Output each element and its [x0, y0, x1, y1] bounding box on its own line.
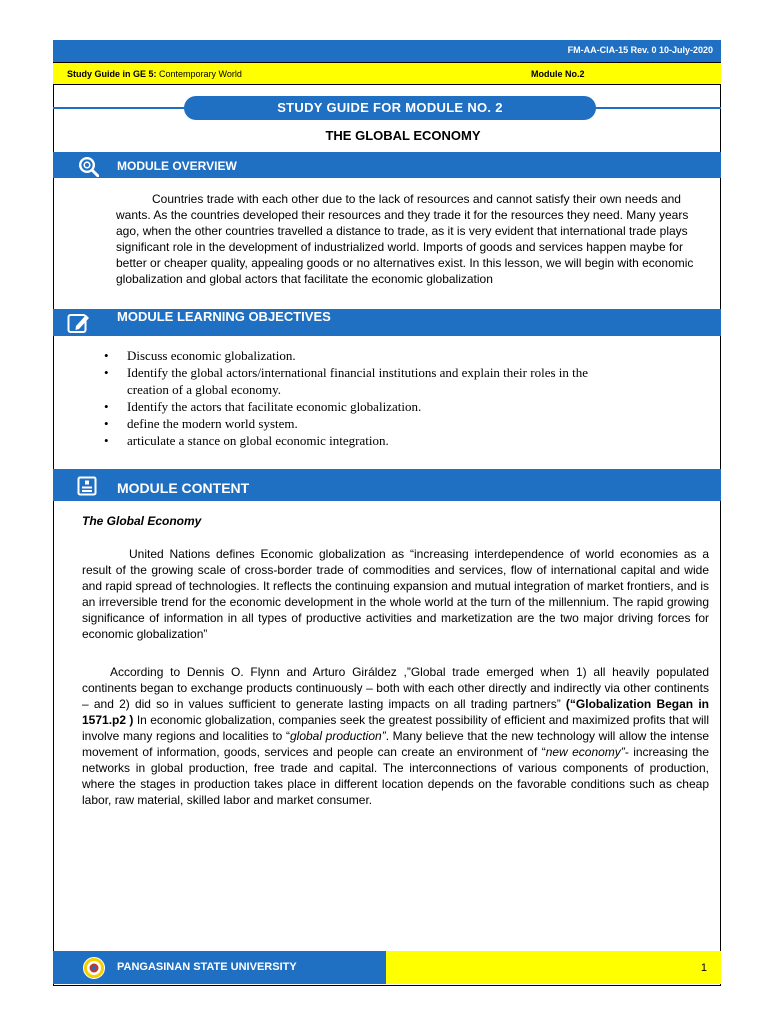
- module-title: THE GLOBAL ECONOMY: [325, 128, 481, 143]
- citation: (“Globalization Began in 1571.p2 ): [82, 697, 709, 727]
- objectives-heading: MODULE LEARNING OBJECTIVES: [117, 309, 331, 324]
- content-paragraph-2: [82, 664, 709, 808]
- content-heading: MODULE CONTENT: [117, 480, 250, 496]
- document-icon: [77, 476, 97, 496]
- university-name: PANGASINAN STATE UNIVERSITY: [117, 961, 297, 973]
- objective-item: • Identify the actors that facilitate economic globalization.: [104, 398, 624, 415]
- form-code: FM-AA-CIA-15 Rev. 0 10-July-2020: [567, 45, 713, 55]
- study-guide-label: Study Guide in GE 5:: [67, 69, 157, 79]
- page-number: 1: [700, 962, 707, 974]
- magnifier-icon: [77, 155, 99, 177]
- paragraph-2-part-3: . Many believe that the new technology will allow the intense movement of information, goods, services and people can create an environment of “: [82, 729, 710, 759]
- paragraph-2-part-2: In economic globalization, companies seek the greatest possibility of efficient and maximized profits that will involve many regions and localities to “: [82, 713, 709, 743]
- guide-title: STUDY GUIDE FOR MODULE NO. 2: [184, 96, 596, 120]
- content-header: [53, 469, 721, 501]
- course-name: Contemporary World: [159, 69, 242, 79]
- objectives-header: [53, 309, 721, 336]
- paragraph-2-part-4: - increasing the networks in global production, free trade and capital. The interconnections of various components of production, where the stages in production takes place in different location depends on the favorable conditions such as cheap labor, raw material, skilled labor and market consumer.: [82, 745, 709, 807]
- new-economy-term: new economy”: [545, 745, 625, 759]
- footer-university-bar: [53, 951, 386, 984]
- objective-item: • Discuss economic globalization.: [104, 347, 624, 364]
- course-info: [67, 69, 242, 79]
- objectives-list: [104, 347, 624, 449]
- module-number: Module No.2: [531, 69, 585, 79]
- paragraph-2-part-1: According to Dennis O. Flynn and Arturo Giráldez ,”Global trade emerged when 1) all heavily populated continents began to exchange products continuously – both with each other directly and indirectly via other continents – and 2) did so in values sufficient to generate lasting impacts on all trading partners”: [82, 665, 709, 711]
- university-seal-icon: [83, 957, 105, 979]
- objective-item: • define the modern world system.: [104, 415, 624, 432]
- global-production-term: global production”: [289, 729, 386, 743]
- content-subheading: The Global Economy: [82, 514, 202, 528]
- footer-page-bar: [386, 951, 721, 984]
- content-paragraph-1: United Nations defines Economic globalization as “increasing interdependence of world economies as a result of the growing scale of cross-border trade of commodities and services, flow of international capital and wide and rapid spread of technologies. It reflects the continuing expansion and mutual integration of market frontiers, and is an irreversible trend for the economic development in the whole world at the turn of the millennium. The rapid growing significance of information in all types of productive activities and marketization are the two major driving forces for economic globalization”: [82, 547, 709, 641]
- page-frame: [53, 40, 721, 986]
- overview-text: Countries trade with each other due to the lack of resources and cannot satisfy their own needs and wants. As the countries developed their resources and they trade it for the resources they need. Many years ago, when the other countries travelled a distance to trade, as it is very evident that international trade plays significant role in the development of industrialized world. Imports of goods and services happen maybe for better or cheaper quality, appealing goods or no alternatives exist. In this lesson, we will begin with economic globalization and global actors that facilitate the economic globalization: [116, 192, 694, 286]
- overview-header: [53, 152, 721, 178]
- overview-heading: MODULE OVERVIEW: [117, 159, 237, 173]
- objective-item: • articulate a stance on global economic integration.: [104, 432, 624, 449]
- edit-note-icon: [67, 312, 91, 334]
- course-info-bar: [53, 63, 721, 85]
- form-code-bar: [53, 40, 721, 63]
- objective-item: • Identify the global actors/international financial institutions and explain their roles in the creation of a global economy.: [104, 364, 624, 398]
